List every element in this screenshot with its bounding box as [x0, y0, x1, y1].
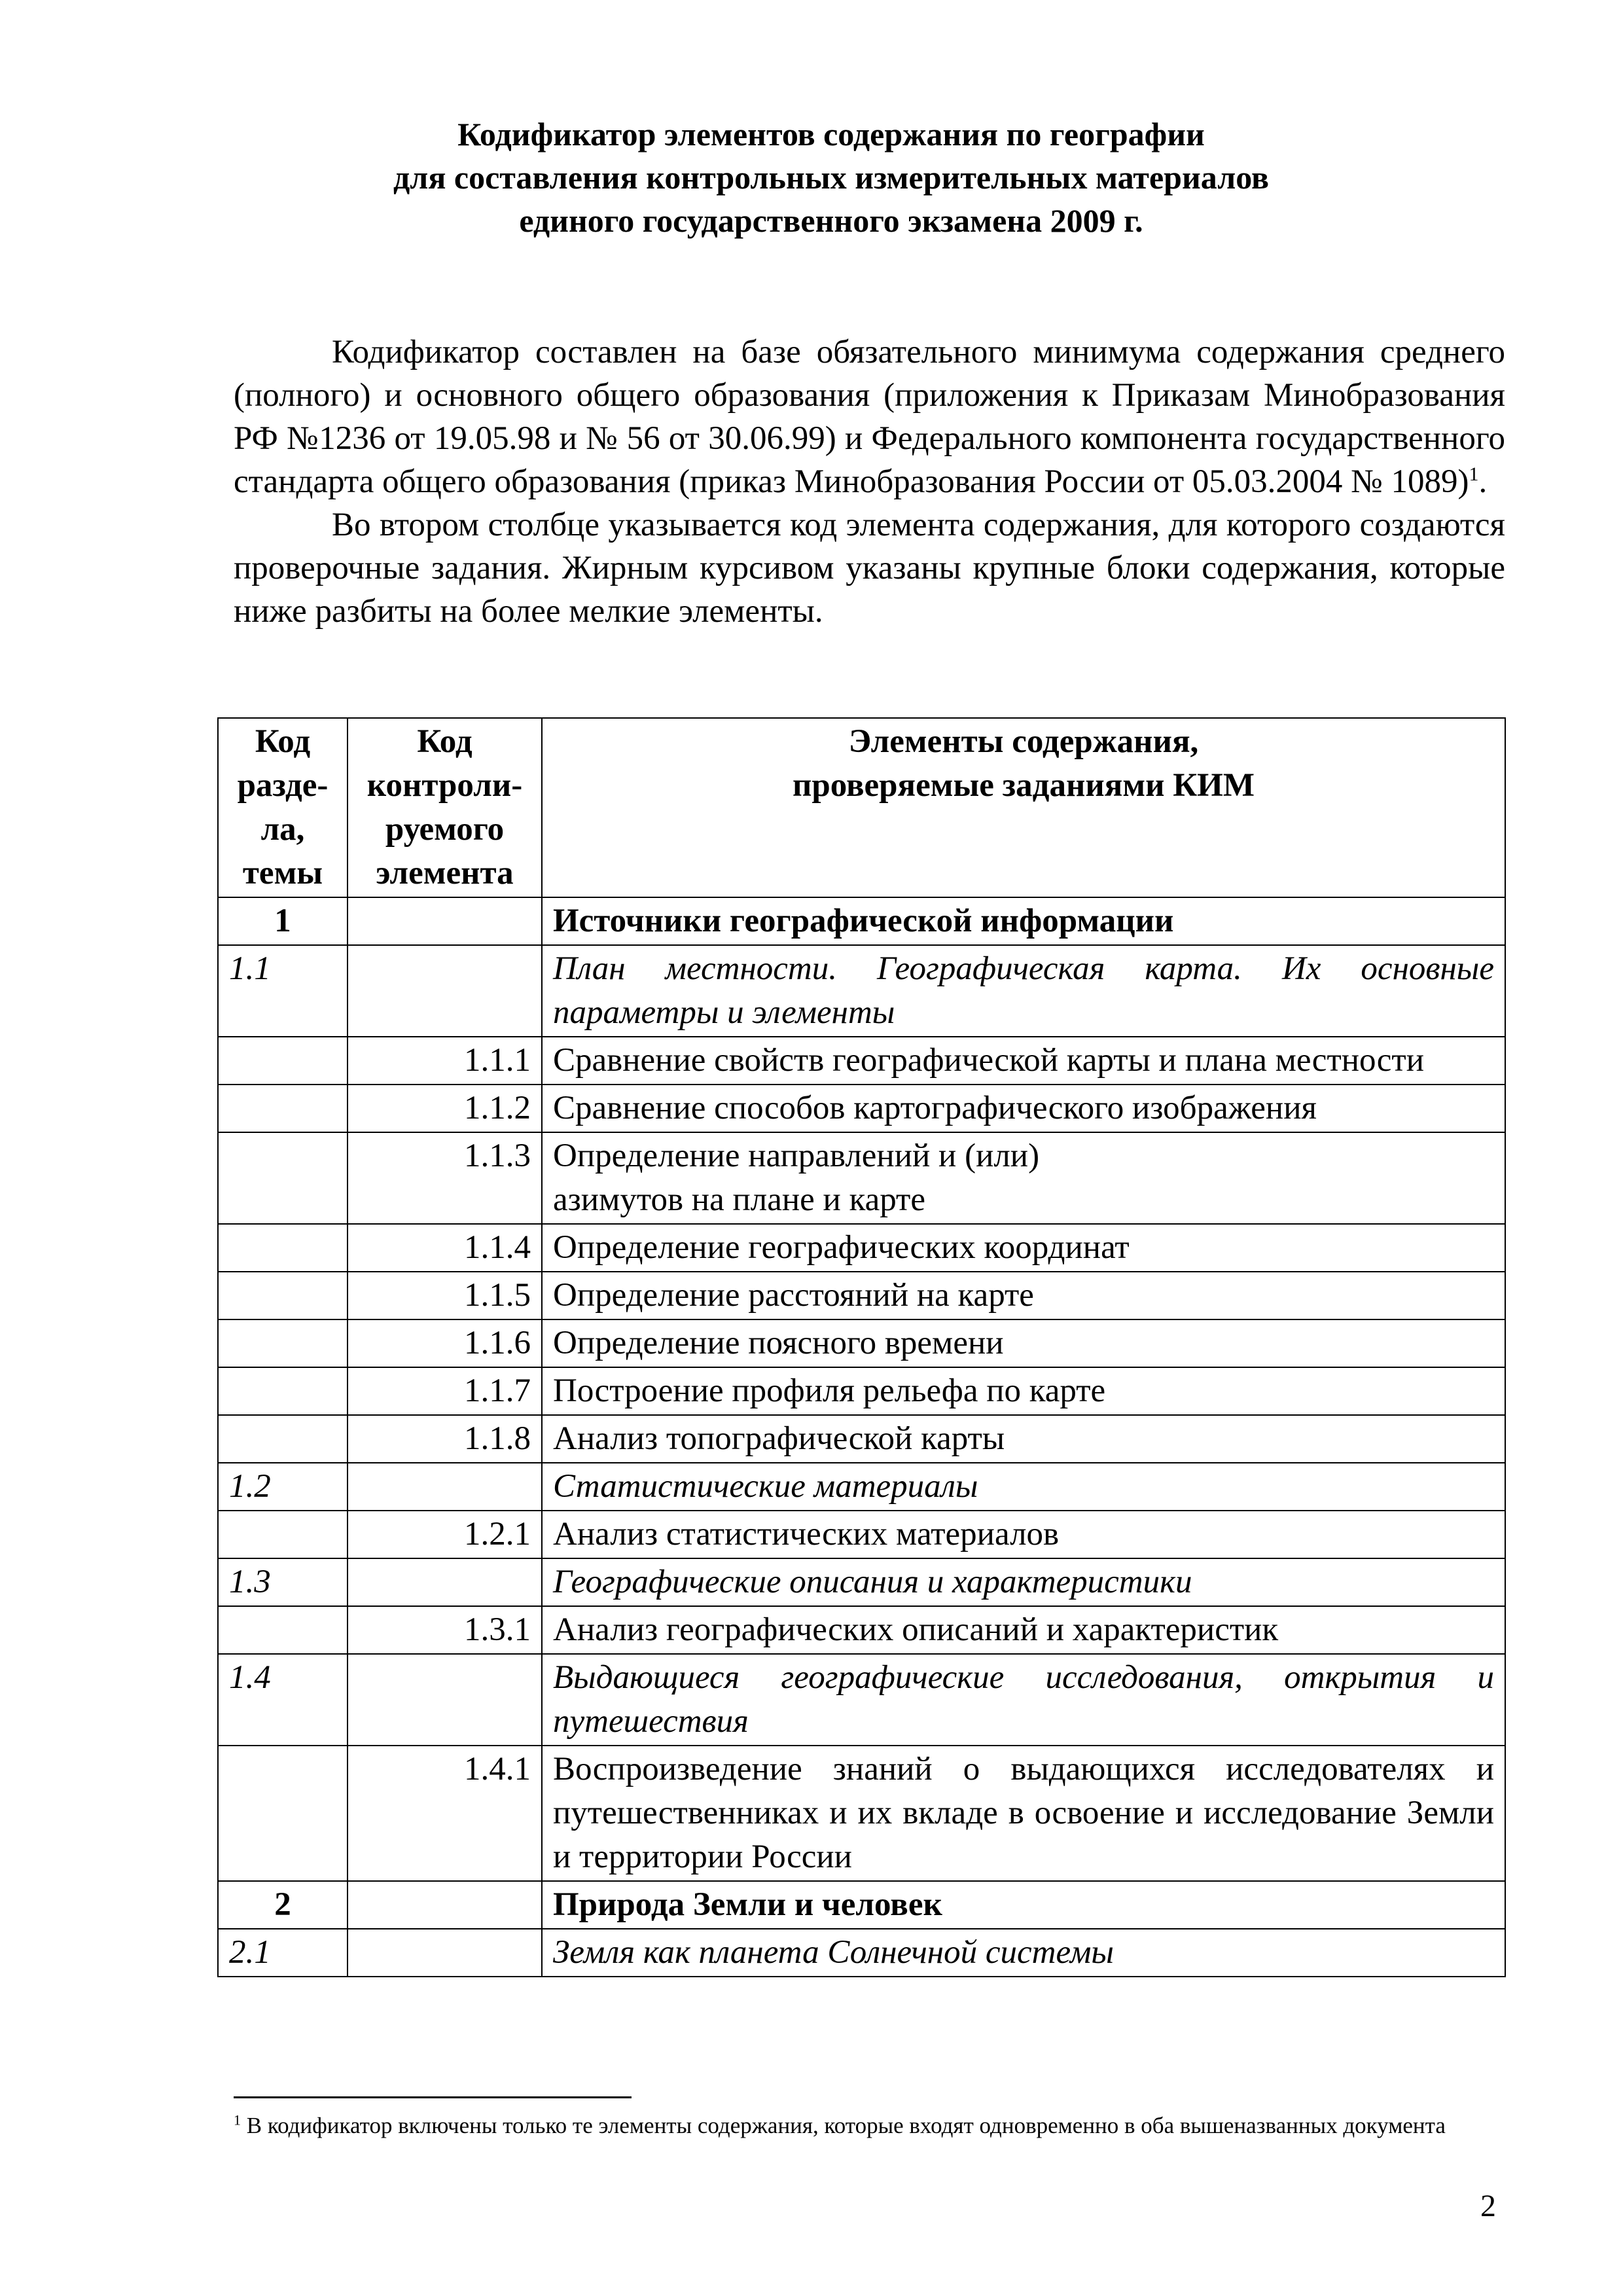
page-number: 2 [1480, 2189, 1496, 2223]
table-row [218, 1319, 1505, 1367]
table-row [218, 1511, 1505, 1558]
element-code-cell: 1.4.1 [348, 1746, 542, 1881]
element-code-cell: 1.1.5 [348, 1272, 542, 1319]
content-cell: Географические описания и характеристики [542, 1558, 1505, 1606]
intro-paragraph-2: Во втором столбце указывается код элемента содержания, для которого создаются проверочные задания. Жирным курсивом указаны крупные блоки содержания, которые ниже разбиты на более мелкие элементы. [234, 507, 1505, 630]
table-row [218, 1654, 1505, 1746]
section-code-cell: 1 [218, 897, 348, 945]
codifier-table [217, 717, 1506, 1977]
table-row [218, 1746, 1505, 1881]
element-code-cell: 1.3.1 [348, 1606, 542, 1654]
table-row [218, 1085, 1505, 1132]
section-code-cell [218, 1415, 348, 1463]
content-cell: План местности. Географическая карта. Их основные параметры и элементы [542, 945, 1505, 1037]
content-cell: Определение расстояний на карте [542, 1272, 1505, 1319]
element-code-cell [348, 1463, 542, 1511]
table-row [218, 1224, 1505, 1272]
header-section-code: Код разде- ла, темы [218, 718, 348, 897]
section-code-cell [218, 1606, 348, 1654]
section-code-cell [218, 1132, 348, 1224]
intro-text [234, 331, 1505, 633]
footnote-separator [234, 2096, 632, 2098]
content-cell: Определение географических координат [542, 1224, 1505, 1272]
table-row [218, 1415, 1505, 1463]
header-content: Элементы содержания, проверяемые заданиями КИМ [542, 718, 1505, 897]
header-element-code: Код контроли- руемого элемента [348, 718, 542, 897]
section-code-cell [218, 1319, 348, 1367]
element-code-cell [348, 1881, 542, 1929]
element-code-cell [348, 945, 542, 1037]
document-title [157, 113, 1505, 242]
intro-paragraph-1-end: . [1478, 463, 1488, 500]
intro-paragraph-1 [234, 331, 1505, 503]
element-code-cell [348, 897, 542, 945]
section-code-cell: 2 [218, 1881, 348, 1929]
element-code-cell: 1.1.6 [348, 1319, 542, 1367]
footnote-reference[interactable]: 1 [1469, 463, 1479, 485]
section-code-cell: 1.3 [218, 1558, 348, 1606]
table-row [218, 1929, 1505, 1977]
content-cell: Источники географической информации [542, 897, 1505, 945]
element-code-cell: 1.1.8 [348, 1415, 542, 1463]
element-code-cell: 1.1.2 [348, 1085, 542, 1132]
content-cell: Сравнение свойств географической карты и плана местности [542, 1037, 1505, 1085]
element-code-cell: 1.1.1 [348, 1037, 542, 1085]
content-cell: Анализ топографической карты [542, 1415, 1505, 1463]
element-code-cell: 1.1.4 [348, 1224, 542, 1272]
table-row [218, 1558, 1505, 1606]
element-code-cell: 1.2.1 [348, 1511, 542, 1558]
element-code-cell: 1.1.7 [348, 1367, 542, 1415]
table-header-row [218, 718, 1505, 897]
content-cell: Определение направлений и (или) азимутов на плане и карте [542, 1132, 1505, 1224]
section-code-cell [218, 1511, 348, 1558]
content-cell: Выдающиеся географические исследования, открытия и путешествия [542, 1654, 1505, 1746]
content-cell: Анализ географических описаний и характеристик [542, 1606, 1505, 1654]
content-cell: Анализ статистических материалов [542, 1511, 1505, 1558]
section-code-cell [218, 1085, 348, 1132]
table-row [218, 897, 1505, 945]
section-code-cell: 2.1 [218, 1929, 348, 1977]
content-cell: Природа Земли и человек [542, 1881, 1505, 1929]
table-row [218, 945, 1505, 1037]
table-row [218, 1463, 1505, 1511]
table-row [218, 1606, 1505, 1654]
content-cell: Сравнение способов картографического изображения [542, 1085, 1505, 1132]
content-cell: Построение профиля рельефа по карте [542, 1367, 1505, 1415]
section-code-cell [218, 1037, 348, 1085]
footnote-text: В кодификатор включены только те элементы содержания, которые входят одновременно в оба вышеназванных документа [246, 2113, 1446, 2138]
title-line-2: для составления контрольных измерительных материалов [393, 159, 1269, 196]
intro-paragraph-1-text: Кодификатор составлен на базе обязательного минимума содержания среднего (полного) и основного общего образования (приложения к Приказам Минобразования РФ №1236 от 19.05.98 и № 56 от 30.06.99) и Федерального компонента государственного стандарта общего образования (приказ Минобразования России от 05.03.2004 № 1089) [234, 334, 1505, 500]
title-line-3: единого государственного экзамена 2009 г. [519, 202, 1143, 239]
element-code-cell [348, 1929, 542, 1977]
title-line-1: Кодификатор элементов содержания по географии [457, 116, 1205, 152]
section-code-cell [218, 1367, 348, 1415]
content-cell: Статистические материалы [542, 1463, 1505, 1511]
section-code-cell: 1.4 [218, 1654, 348, 1746]
element-code-cell [348, 1558, 542, 1606]
table-row [218, 1881, 1505, 1929]
table-row [218, 1367, 1505, 1415]
table-row [218, 1037, 1505, 1085]
section-code-cell [218, 1746, 348, 1881]
content-cell: Земля как планета Солнечной системы [542, 1929, 1505, 1977]
section-code-cell: 1.1 [218, 945, 348, 1037]
element-code-cell [348, 1654, 542, 1746]
section-code-cell [218, 1224, 348, 1272]
table-row [218, 1132, 1505, 1224]
table-row [218, 1272, 1505, 1319]
footnote [234, 2111, 1505, 2141]
element-code-cell: 1.1.3 [348, 1132, 542, 1224]
section-code-cell [218, 1272, 348, 1319]
footnote-mark: 1 [234, 2111, 241, 2128]
section-code-cell: 1.2 [218, 1463, 348, 1511]
content-cell: Воспроизведение знаний о выдающихся исследователях и путешественниках и их вкладе в освоение и исследование Земли и территории России [542, 1746, 1505, 1881]
content-cell: Определение поясного времени [542, 1319, 1505, 1367]
